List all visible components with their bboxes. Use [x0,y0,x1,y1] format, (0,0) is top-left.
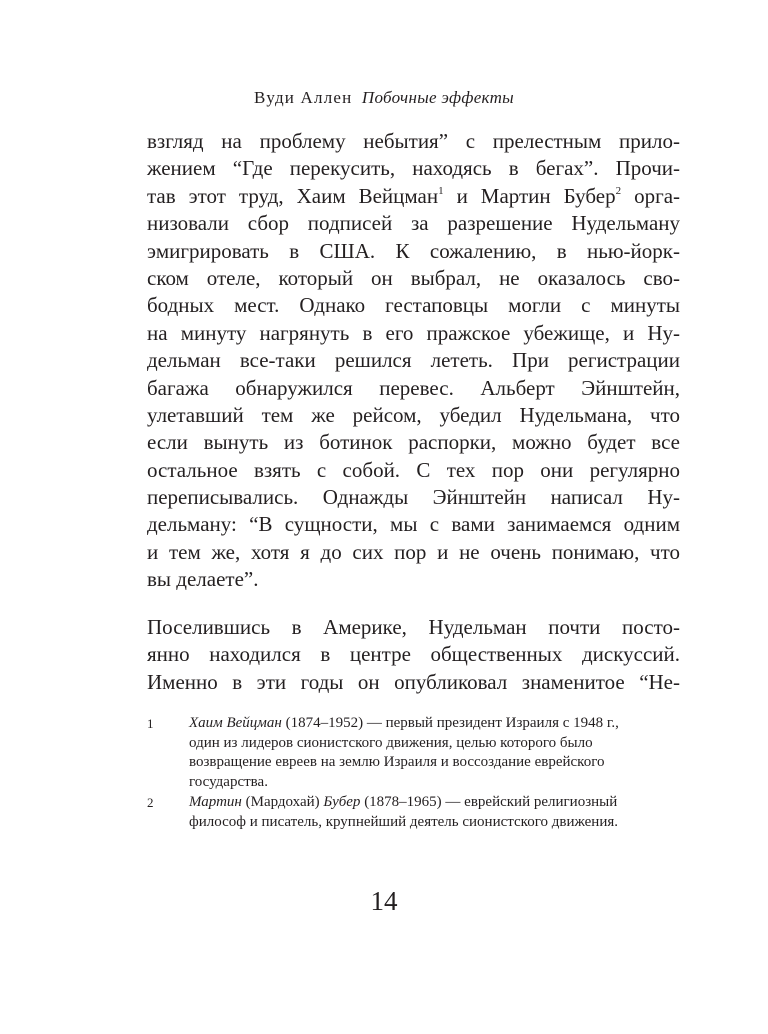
text-line: жением “Где перекусить, находясь в бегах”. Прочи- [147,156,680,181]
text-line: Именно в эти годы он опубликовал знаменитое “Не- [147,669,680,694]
text-line: янно находился в центре общественных дискуссий. [147,642,680,667]
footnote-2 [147,793,680,832]
footnote-person-middle-name: (Мардохай) [241,794,324,810]
text-line: и тем же, хотя я до сих пор и не очень понимаю, что [147,539,680,564]
footnote-mark-1[interactable]: 1 [438,184,444,197]
text-line: остальное взять с собой. С тех пор они регулярно [147,457,680,482]
footnote-person-last-name: Бубер [323,794,361,810]
page-number: 14 [370,886,398,916]
footnote-line [189,714,680,734]
body-paragraph-1 [147,128,680,594]
footnotes [147,714,680,832]
text-segment: и Мартин Бубер [456,183,616,208]
footnote-mark-2[interactable]: 2 [615,184,622,197]
footnote-line: один из лидеров сионистского движения, целью которого было [189,734,593,751]
text-segment: орга- [634,183,681,208]
text-line: Поселившись в Америке, Нудельман почти посто- [147,615,680,639]
text-line: багажа обнаружился перевес. Альберт Эйнштейн, [147,375,680,400]
footnote-line: философ и писатель, крупнейший деятель сионистского движения. [189,813,618,830]
footnote-line: возвращение евреев на землю Израиля и воссоздание еврейского [189,754,605,770]
footnote-text: (1874–1952) — первый президент Израиля с 1948 г., [281,715,619,731]
footnote-person-name: Хаим Вейцман [189,715,282,731]
text-line: на минуту нагрянуть в его пражское убежище, и Ну- [147,320,680,345]
text-line: если вынуть из ботинок распорки, можно будет все [147,430,680,455]
text-line: улетавший тем же рейсом, убедил Нудельмана, что [147,402,680,427]
footnote-person-first-name: Мартин [189,794,242,810]
text-line: ском отеле, который он выбрал, не оказалось сво- [147,265,680,290]
text-line-with-footnotes [147,183,680,210]
header-book-title: Побочные эффекты [361,88,514,107]
text-line: переписывались. Однажды Эйнштейн написал Ну- [147,485,680,510]
text-line: дельману: “В сущности, мы с вами занимаемся одним [147,512,680,537]
footnote-number: 2 [147,795,154,810]
footnote-1 [147,714,680,792]
header-author: Вуди Аллен [254,88,353,107]
text-line: эмигрировать в США. К сожалению, в нью-йорк- [147,238,680,263]
text-line: бодных мест. Однако гестаповцы могли с минуты [147,293,680,318]
footnote-number: 1 [147,716,154,731]
footnote-line [189,793,680,813]
text-line: взгляд на проблему небытия” с прелестным прило- [147,129,680,153]
text-line: низовали сбор подписей за разрешение Нудельману [147,211,680,236]
text-line: вы делаете”. [147,567,259,592]
body-paragraph-2 [147,614,680,696]
text-line: дельман все-таки решился лететь. При регистрации [147,348,680,373]
running-header [0,88,768,108]
footnote-line: государства. [189,773,268,790]
text-segment: тав этот труд, Хаим Вейцман [147,183,439,208]
footnote-text: (1878–1965) — еврейский религиозный [360,794,618,810]
